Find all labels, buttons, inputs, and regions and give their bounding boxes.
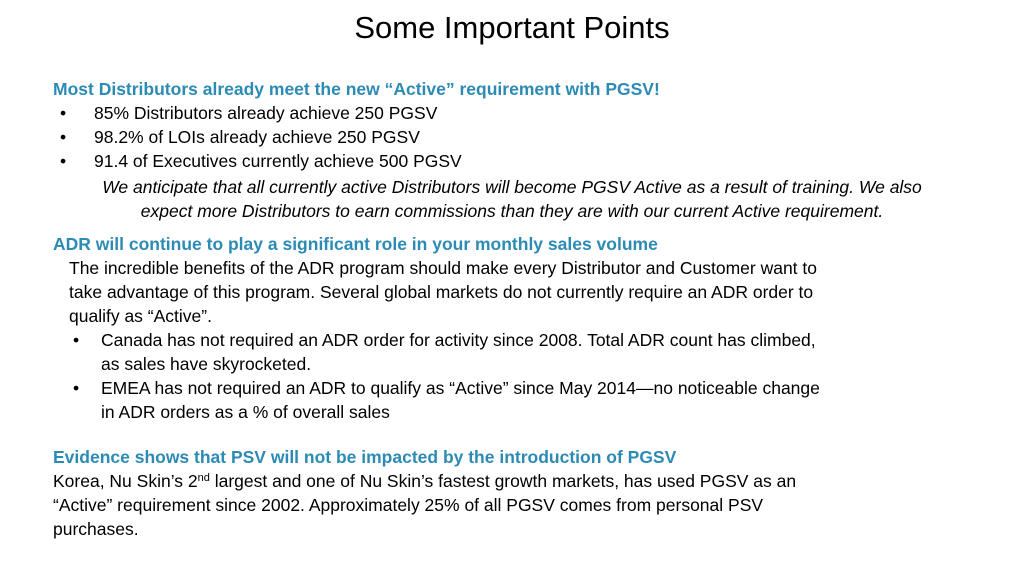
section-heading: Evidence shows that PSV will not be impacted by the introduction of PGSV [53,447,677,467]
note-line: We anticipate that all currently active Distributors will become PGSV Active as a result of training. We also [102,177,922,197]
list-item-text: 85% Distributors already achieve 250 PGSV [94,103,438,123]
paragraph-line: qualify as “Active”. [69,306,212,326]
ordinal-superscript: nd [197,472,210,484]
note-line: expect more Distributors to earn commissions than they are with our current Active requirement. [140,201,884,221]
list-item [53,149,993,173]
list-item-text: Canada has not required an ADR order for activity since 2008. Total ADR count has climbed, [101,330,816,350]
list-item-text: 98.2% of LOIs already achieve 250 PGSV [94,127,420,147]
section-adr [53,232,993,424]
section-psv-evidence [53,445,993,541]
page-title: Some Important Points [354,10,670,45]
section-active-requirement [53,77,993,173]
bullet-icon: • [60,127,67,147]
bullet-icon: • [73,378,80,398]
list-item [53,376,993,424]
italic-note [0,175,1024,223]
paragraph-line: The incredible benefits of the ADR program should make every Distributor and Customer want to [69,258,817,278]
section-heading: Most Distributors already meet the new “Active” requirement with PGSV! [53,79,660,99]
list-item-text: 91.4 of Executives currently achieve 500 PGSV [94,151,462,171]
paragraph-line: take advantage of this program. Several global markets do not currently require an ADR order to [69,282,814,302]
list-item-text: EMEA has not required an ADR to qualify as “Active” since May 2014—no noticeable change [101,378,820,398]
section-heading: ADR will continue to play a significant role in your monthly sales volume [53,234,658,254]
bullet-icon: • [73,330,80,350]
list-item-text: in ADR orders as a % of overall sales [101,402,390,422]
paragraph-line: purchases. [53,519,139,539]
paragraph-line: “Active” requirement since 2002. Approximately 25% of all PGSV comes from personal PSV [53,495,764,515]
text-run: Korea, Nu Skin’s 2 [53,471,198,491]
bullet-icon: • [60,103,67,123]
paragraph-line [53,469,993,493]
bullet-icon: • [60,151,67,171]
list-item [53,125,993,149]
text-run: largest and one of Nu Skin’s fastest growth markets, has used PGSV as an [209,471,797,491]
list-item [53,101,993,125]
section-paragraph [53,256,993,328]
list-item [53,328,993,376]
list-item-text: as sales have skyrocketed. [101,354,312,374]
